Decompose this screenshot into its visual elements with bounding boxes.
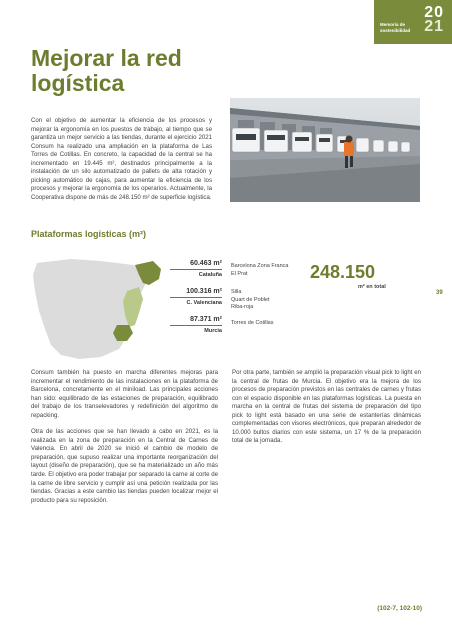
body-column-left [31,369,218,513]
page-title-line2: logística [31,70,125,96]
stat-cataluna [170,260,222,278]
stat-region: Cataluña [198,272,222,278]
total-label: m² en total [358,284,386,290]
year-bottom: 21 [424,18,444,35]
sites-valenciana [231,289,270,312]
page-title [31,46,201,96]
report-badge [374,0,452,44]
report-label-line2: sostenibilidad [380,27,411,33]
year-top: 20 [424,4,444,21]
body-column-right [232,369,421,454]
sites-murcia [231,320,274,328]
spain-map [31,255,166,365]
stat-region: Murcia [204,328,222,334]
report-label-line1: Memoria de [380,22,406,27]
site-name: Silla [231,289,242,295]
stat-value: 100.316 m² [186,288,222,295]
report-label [380,22,420,33]
site-name: Barcelona Zona Franca [231,263,289,269]
section-title: Plataformas logísticas (m²) [31,229,147,239]
page-title-line1: Mejorar la red [31,45,182,71]
sites-cataluna [231,263,288,278]
site-name: Quart de Poblet [231,296,270,303]
warehouse-image [230,98,420,202]
stat-valenciana [170,288,222,306]
body-paragraph: Por otra parte, también se amplió la preparación visual pick to light en la central de frutas de Murcia. El objetivo era la mejora de los procesos de preparación previstos en las centrales de carnes y frutas con el espacio disponible en las plataformas logísticas. La puesta en marcha en la central de frutas del sistema de preparación del tipo pick to light está basado en una serie de estanterías dinámicas complementadas con visores electrónicos, que preparan alrededor de 10.000 bultos diarios con este sistema, un 17 % de la preparación total de la jornada. [232,369,421,445]
body-paragraph: Consum también ha puesto en marcha diferentes mejoras para incrementar el rendimiento de las instalaciones en la plataforma de Barcelona, concretamente en el miniload. Las principales acciones han sido: equilibrado de las estaciones de preparación, equilibrado del trabajo de los transelevadores y redefinición del algoritmo de repacking. [31,369,218,419]
page-number: 39 [436,290,443,296]
stat-divider [170,325,222,326]
stat-value: 87.371 m² [190,316,222,323]
stat-murcia [170,316,222,334]
stat-divider [170,269,222,270]
warehouse-photo [230,98,420,202]
site-name: El Prat [231,270,248,277]
stat-region: C. Valenciana [186,300,222,306]
region-murcia [113,325,133,341]
stat-value: 60.463 m² [190,260,222,267]
site-name: Torres de Cotillas [231,320,274,326]
site-name: Riba-roja [231,304,254,310]
gri-reference: (102-7, 102-10) [377,605,422,612]
total-value: 248.150 [310,262,376,282]
stat-divider [170,297,222,298]
intro-paragraph: Con el objetivo de aumentar la eficiencia de los procesos y mejorar la ergonomía en los puestos de trabajo, al tiempo que se garantiza un mejor servicio a las tiendas, durante el ejercicio 2021 Consum ha realizado una ampliación en la plataforma de Las Torres de Cotillas. En concreto, la capacidad de la central se ha incrementado en 19.445 m², destinados principalmente a la instalación de un silo automatizado de pallets de alta rotación y picking automático de cajas, para aumentar la eficiencia de los procesos y mejorar la ergonomía de los operarios. Actualmente, la Cooperativa dispone de más de 248.150 m² de superficie logística. [31,117,212,201]
body-paragraph: Otra de las acciones que se han llevado a cabo en 2021, es la realizada en la zona de preparación en la Central de Carnes de Valencia. En abril de 2020 se inició el cambio de modelo de preparación, que supuso realizar una importante reorganización del layout (diseño de preparación), que se ha materializado un año más tarde. El objetivo era poder trabajar por separado la carne al corte de la carne de libre servicio y cumplir así una petición realizada por las tiendas. Gracias a este cambio las tiendas pueden localizar mejor el producto para su reposición. [31,428,218,504]
